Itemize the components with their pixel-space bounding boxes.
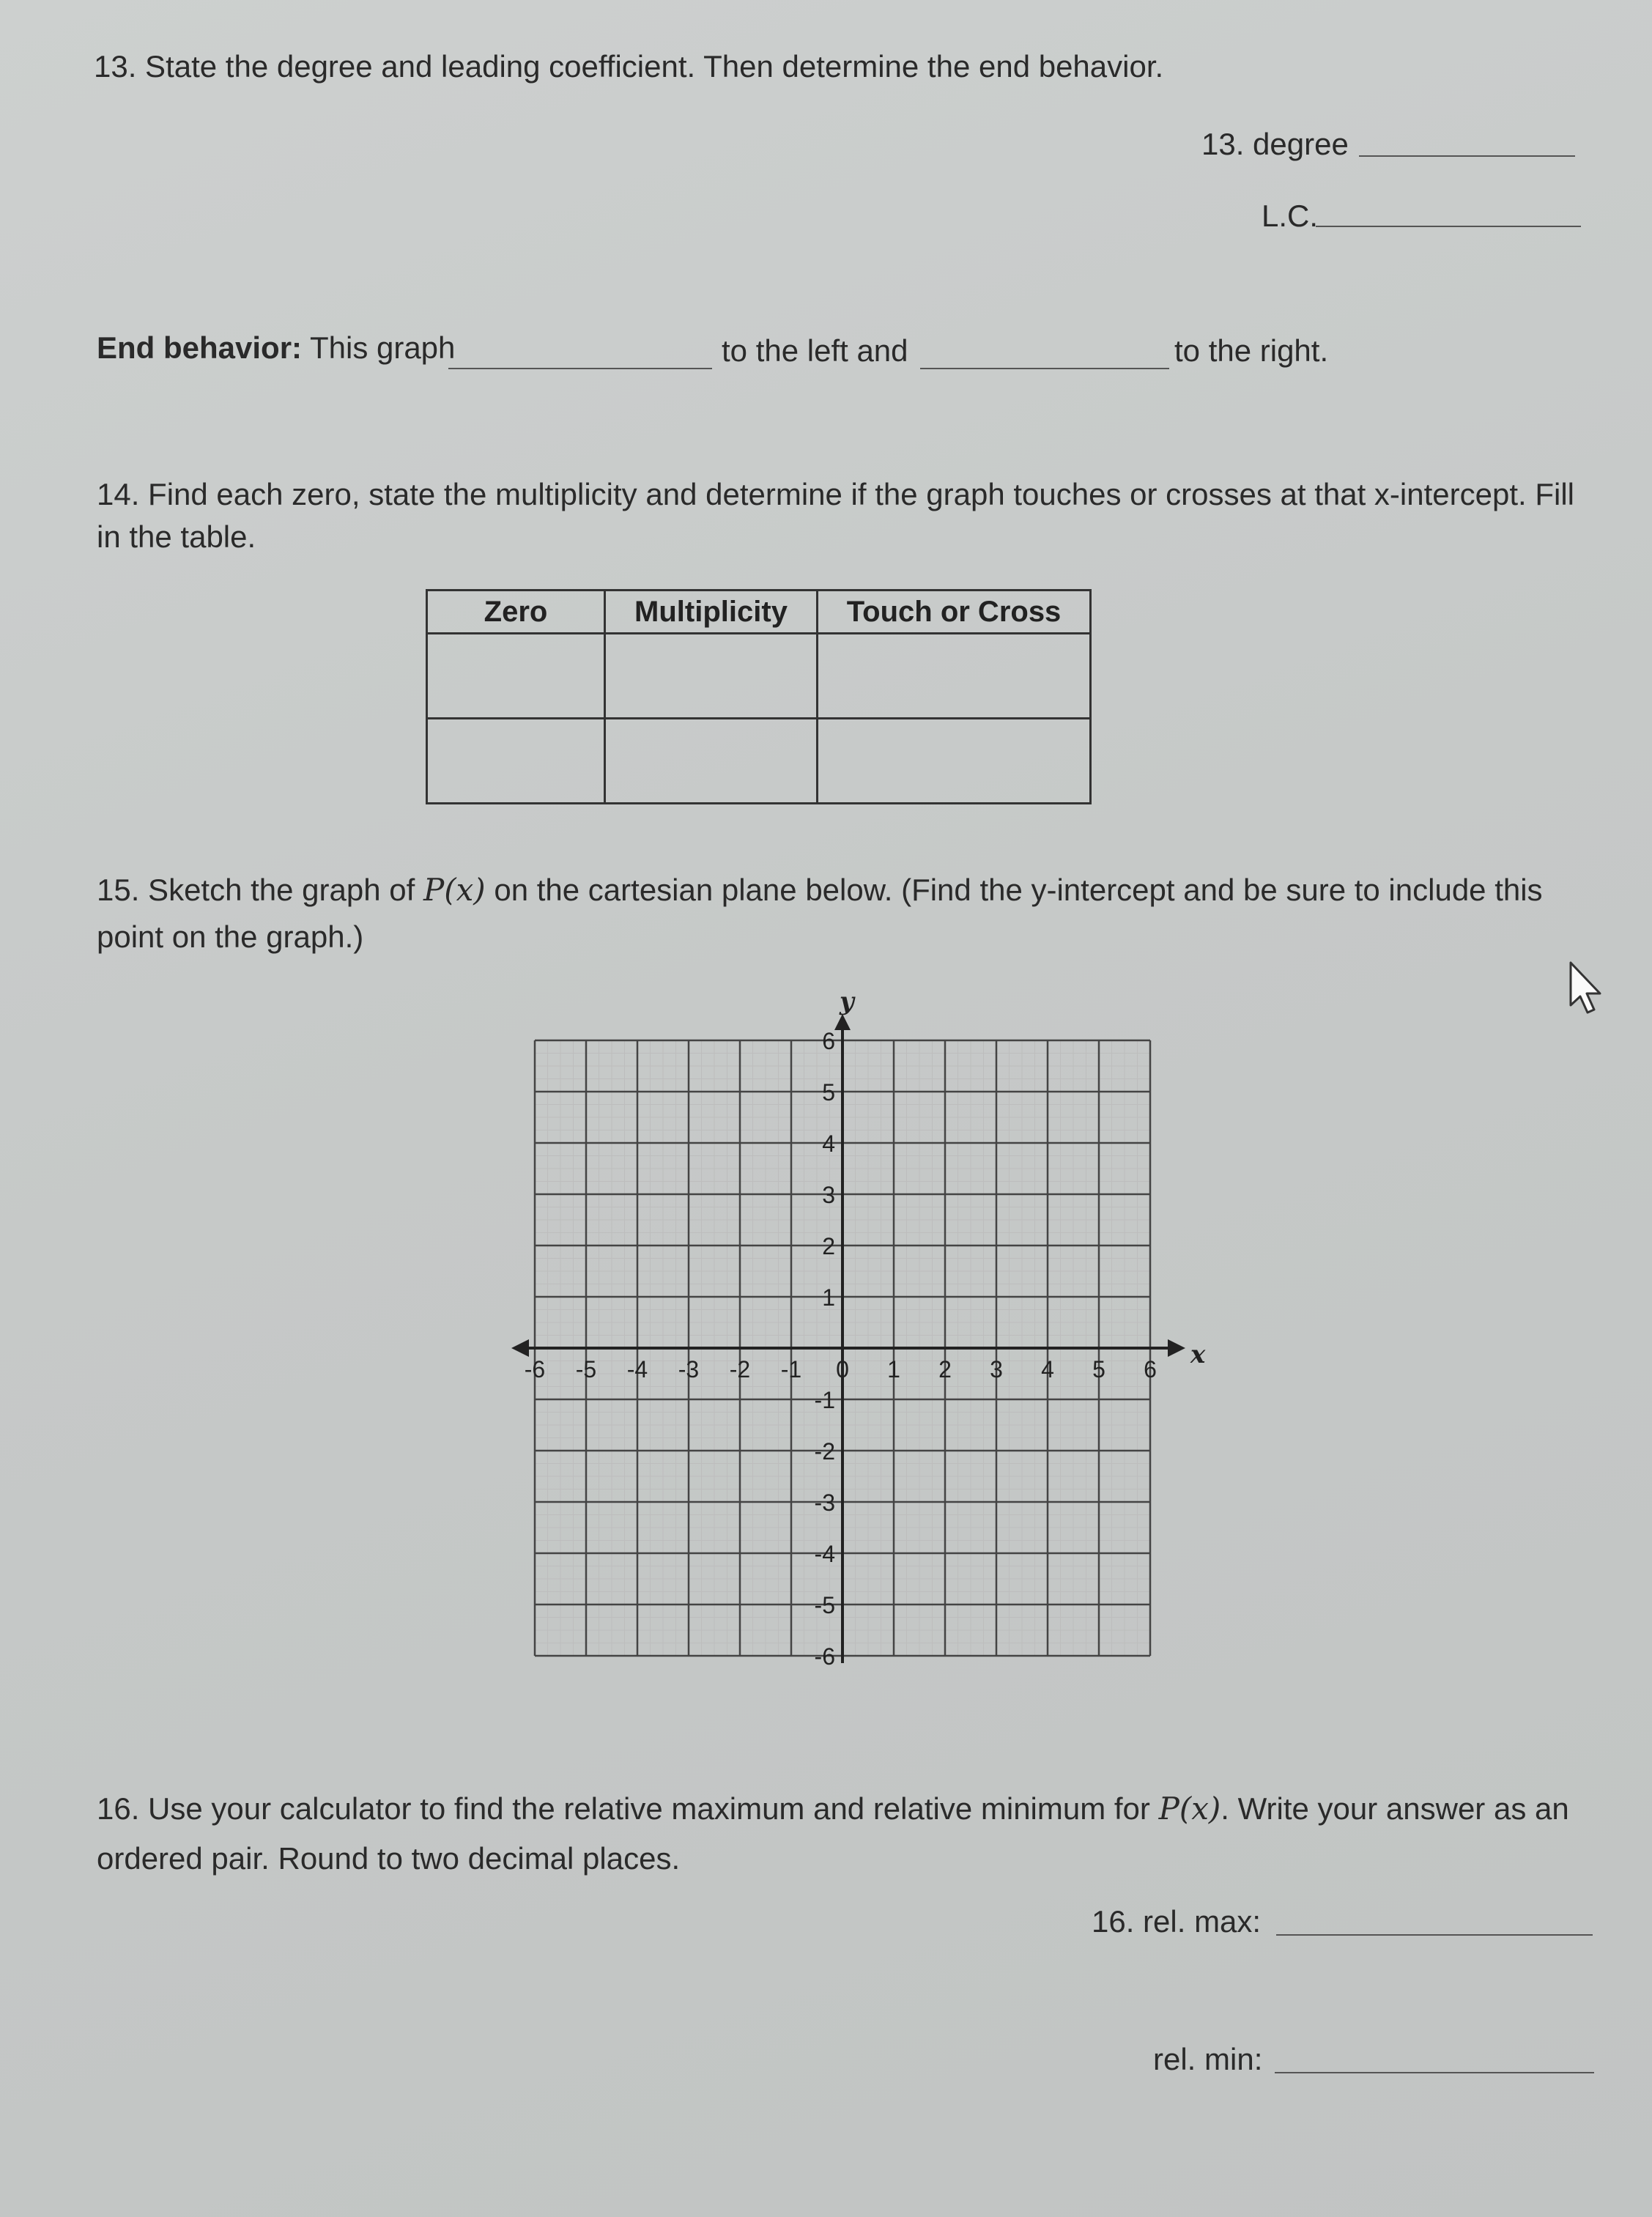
y-tick-label: 4 <box>822 1130 835 1157</box>
y-tick-label: 6 <box>822 1028 835 1054</box>
q16-prompt-start: 16. Use your calculator to find the relative maximum and relative minimum for <box>97 1791 1150 1826</box>
y-tick-label: 1 <box>822 1284 835 1311</box>
x-tick-label: 5 <box>1092 1356 1105 1383</box>
rel-max-answer-blank[interactable] <box>1276 1934 1593 1936</box>
q13-lc-label: L.C. <box>1262 199 1319 233</box>
q16-prompt-line1 <box>97 1788 1569 1831</box>
x-tick-label: 4 <box>1041 1356 1054 1383</box>
table-cell[interactable] <box>427 719 605 804</box>
header-multiplicity: Multiplicity <box>605 591 818 634</box>
table-cell[interactable] <box>427 634 605 719</box>
rel-min-answer-blank[interactable] <box>1275 2072 1594 2073</box>
y-tick-label: -4 <box>814 1541 835 1567</box>
y-tick-label: 3 <box>822 1182 835 1208</box>
q15-function-name: P(x) <box>423 872 486 908</box>
q15-prompt-start: 15. Sketch the graph of <box>97 873 415 907</box>
q15-prompt-line1 <box>97 869 1543 912</box>
table-cell[interactable] <box>818 719 1091 804</box>
x-tick-label: 3 <box>990 1356 1003 1383</box>
x-tick-label: -6 <box>524 1356 546 1383</box>
x-tick-label: -5 <box>575 1356 597 1383</box>
table-header-row <box>427 591 1091 634</box>
x-tick-labels <box>525 1356 1157 1383</box>
rel-min-label: rel. min: <box>1153 2042 1263 2076</box>
y-tick-label: -5 <box>814 1592 835 1618</box>
q13-prompt: 13. State the degree and leading coefficient. Then determine the end behavior. <box>94 49 1164 84</box>
q15-prompt-rest: on the cartesian plane below. (Find the y-intercept and be sure to include this <box>494 873 1543 907</box>
mouse-pointer-icon <box>1568 960 1612 1018</box>
q14-prompt-line2: in the table. <box>97 519 256 554</box>
y-tick-label: 5 <box>822 1079 835 1106</box>
q15-prompt-line2: point on the graph.) <box>97 919 364 954</box>
cartesian-plane[interactable] <box>498 982 1231 1700</box>
end-behavior-heading: End behavior: <box>97 330 303 365</box>
end-behavior-to-left: to the left and <box>722 333 908 368</box>
table-cell[interactable] <box>605 634 818 719</box>
y-tick-label: -1 <box>814 1387 835 1413</box>
y-tick-label: -2 <box>814 1438 835 1465</box>
end-behavior-left-blank[interactable] <box>448 368 712 369</box>
table-row <box>427 634 1091 719</box>
x-tick-label: -4 <box>626 1356 648 1383</box>
y-tick-label: 2 <box>822 1233 835 1259</box>
q16-function-name: P(x) <box>1158 1791 1221 1826</box>
q14-prompt-line1: 14. Find each zero, state the multiplicity and determine if the graph touches or crosses at that x-intercept. Fill <box>97 477 1574 511</box>
end-behavior-right-blank[interactable] <box>920 368 1169 369</box>
x-axis-left-arrow-icon <box>511 1339 529 1357</box>
q13-end-behavior-line <box>97 327 455 370</box>
y-axis-label: y <box>840 987 854 1016</box>
zeros-table <box>426 589 1092 804</box>
header-zero: Zero <box>427 591 605 634</box>
table-cell[interactable] <box>818 634 1091 719</box>
end-behavior-to-right: to the right. <box>1174 333 1329 368</box>
x-tick-label: 0 <box>836 1356 849 1383</box>
x-tick-label: 2 <box>938 1356 952 1383</box>
end-behavior-text: This graph <box>309 330 456 365</box>
q13-degree-answer-blank[interactable] <box>1359 155 1575 157</box>
q13-degree-label: 13. degree <box>1201 127 1349 161</box>
y-tick-label: -6 <box>814 1643 835 1670</box>
q16-prompt-line2: ordered pair. Round to two decimal places. <box>97 1841 681 1876</box>
x-axis-right-arrow-icon <box>1168 1339 1185 1357</box>
rel-max-label: 16. rel. max: <box>1092 1904 1262 1939</box>
y-axis-up-arrow-icon <box>834 1014 851 1030</box>
x-axis-label: x <box>1190 1340 1206 1369</box>
header-touch-or-cross: Touch or Cross <box>818 591 1091 634</box>
q16-prompt-rest: . Write your answer as an <box>1221 1791 1569 1826</box>
x-tick-label: 1 <box>887 1356 900 1383</box>
x-tick-label: 6 <box>1144 1356 1157 1383</box>
q13-lc-answer-blank[interactable] <box>1316 226 1581 227</box>
x-tick-label: -1 <box>780 1356 802 1383</box>
table-row <box>427 719 1091 804</box>
x-tick-label: -3 <box>678 1356 700 1383</box>
table-cell[interactable] <box>605 719 818 804</box>
x-tick-label: -2 <box>729 1356 751 1383</box>
y-tick-label: -3 <box>814 1489 835 1516</box>
